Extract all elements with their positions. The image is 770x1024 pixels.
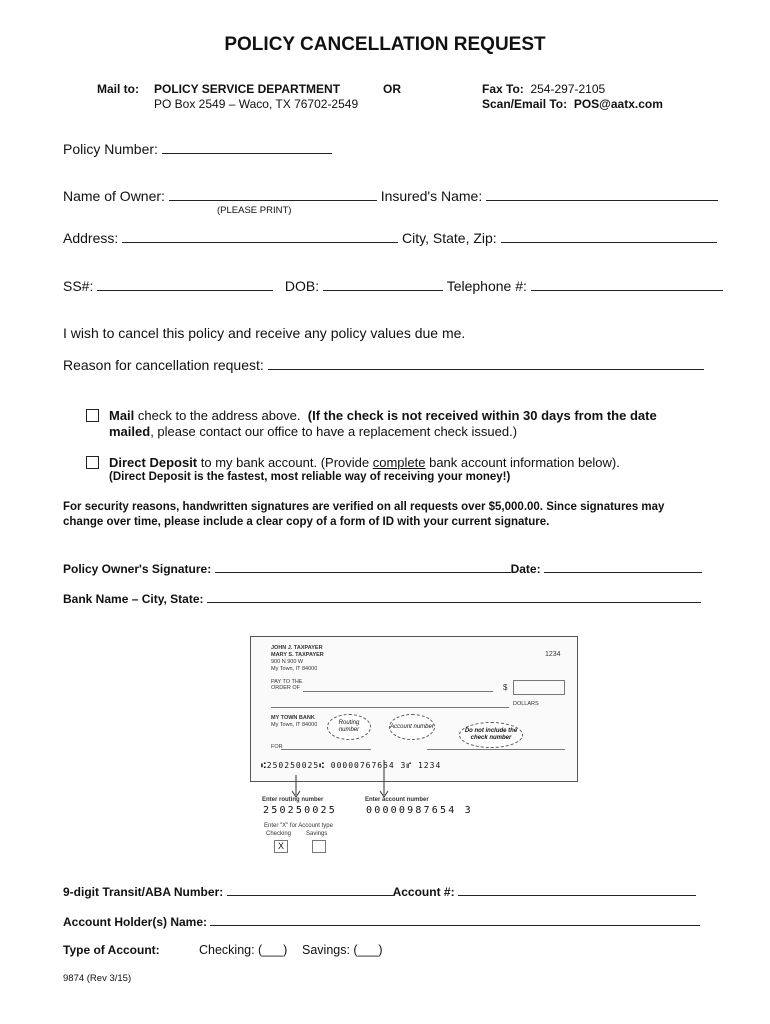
telephone-label: Telephone #: bbox=[446, 278, 527, 294]
check-name2: MARY S. TAXPAYER bbox=[271, 652, 324, 658]
savings-sample-box bbox=[312, 840, 326, 853]
transit-row bbox=[63, 883, 696, 899]
direct-deposit-text: to my bank account. (Provide bbox=[197, 455, 373, 470]
check-micr-line: ⑆250250025⑆ 00000767654 3⑈ 1234 bbox=[261, 761, 442, 770]
savings-caption: Savings bbox=[306, 831, 328, 837]
account-label: Account #: bbox=[392, 885, 455, 899]
bank-label: Bank Name – City, State: bbox=[63, 592, 204, 606]
scan-label: Scan/Email To: bbox=[482, 97, 568, 111]
security-note-line1: For security reasons, handwritten signatures are verified on all requests over $5,000.00. Since signatures may bbox=[63, 501, 665, 513]
check-dollars-label: DOLLARS bbox=[513, 701, 539, 707]
check-addr1: 900 N 900 W bbox=[271, 659, 304, 665]
fax-label: Fax To: bbox=[482, 82, 524, 96]
checking-sample-box: X bbox=[274, 840, 288, 853]
checking-caption: Checking bbox=[266, 831, 292, 837]
page-title: POLICY CANCELLATION REQUEST bbox=[224, 34, 546, 55]
cancel-statement: I wish to cancel this policy and receive any policy values due me. bbox=[63, 325, 466, 341]
routing-digits: 250250025 bbox=[263, 805, 337, 816]
checking-option[interactable]: Checking: (___) bbox=[199, 943, 288, 957]
department-address: PO Box 2549 – Waco, TX 76702-2549 bbox=[154, 97, 359, 111]
reason-label: Reason for cancellation request: bbox=[63, 357, 264, 373]
savings-option[interactable]: Savings: (___) bbox=[302, 943, 383, 957]
check-for-label: FOR bbox=[271, 744, 283, 750]
holder-label: Account Holder(s) Name: bbox=[63, 915, 208, 929]
account-field[interactable] bbox=[458, 883, 696, 896]
policy-number-label: Policy Number: bbox=[63, 141, 158, 157]
transit-field[interactable] bbox=[227, 883, 393, 896]
direct-deposit-text2: bank account information below). bbox=[425, 455, 620, 470]
transit-label: 9-digit Transit/ABA Number: bbox=[63, 885, 224, 899]
fax-number: 254-297-2105 bbox=[530, 82, 606, 96]
or-label: OR bbox=[383, 82, 401, 96]
mail-option-contact: , please contact our office to have a replacement check issued.) bbox=[150, 424, 518, 439]
account-digits: 00000987654 3 bbox=[366, 805, 473, 816]
mail-to-label: Mail to: bbox=[97, 82, 139, 96]
please-print-note: (PLEASE PRINT) bbox=[217, 205, 292, 216]
city-state-zip-label: City, State, Zip: bbox=[402, 230, 497, 246]
routing-number-oval: Routing number bbox=[327, 714, 371, 740]
ss-label: SS#: bbox=[63, 278, 94, 294]
dob-label: DOB: bbox=[284, 278, 320, 294]
direct-deposit-bold: Direct Deposit bbox=[109, 455, 198, 470]
enter-routing-label: Enter routing number bbox=[262, 797, 324, 803]
enter-account-label: Enter account number bbox=[365, 797, 429, 803]
holder-row bbox=[63, 913, 700, 929]
account-number-oval: Account number bbox=[389, 714, 435, 740]
mail-option-bold: Mail bbox=[109, 408, 135, 423]
owner-name-label: Name of Owner: bbox=[63, 188, 165, 204]
mail-option-note: (If the check is not received within 30 days from the date bbox=[307, 408, 657, 423]
check-dollar-sign: $ bbox=[503, 683, 508, 692]
check-bank2: My Town, IT 84000 bbox=[271, 722, 318, 728]
address-label: Address: bbox=[63, 230, 119, 246]
date-label: Date: bbox=[510, 562, 541, 576]
check-pay-to2: ORDER OF bbox=[271, 685, 301, 691]
check-bank1: MY TOWN BANK bbox=[271, 715, 315, 721]
check-number: 1234 bbox=[545, 651, 561, 658]
do-not-include-oval: Do not include the check number bbox=[459, 722, 523, 748]
mail-option-mailed: mailed bbox=[109, 424, 151, 439]
department-name: POLICY SERVICE DEPARTMENT bbox=[154, 82, 341, 96]
mail-option-text: check to the address above. bbox=[134, 408, 301, 423]
check-name1: JOHN J. TAXPAYER bbox=[271, 645, 323, 651]
direct-deposit-complete: complete bbox=[372, 455, 426, 470]
security-note-line2: change over time, please include a clear copy of a form of ID with your current signature. bbox=[63, 516, 550, 528]
form-number: 9874 (Rev 3/15) bbox=[63, 973, 132, 984]
account-type-label: Type of Account: bbox=[63, 943, 160, 957]
signature-label: Policy Owner's Signature: bbox=[63, 562, 212, 576]
check-addr2: My Town, IT 84000 bbox=[271, 666, 318, 672]
insured-name-label: Insured's Name: bbox=[380, 188, 483, 204]
direct-deposit-note: (Direct Deposit is the fastest, most reliable way of receiving your money!) bbox=[109, 471, 511, 483]
scan-email: POS@aatx.com bbox=[573, 97, 663, 111]
holder-field[interactable] bbox=[210, 913, 700, 926]
check-pay-to1: PAY TO THE bbox=[271, 679, 303, 685]
account-type-instruction: Enter "X" for Account type bbox=[264, 823, 333, 829]
